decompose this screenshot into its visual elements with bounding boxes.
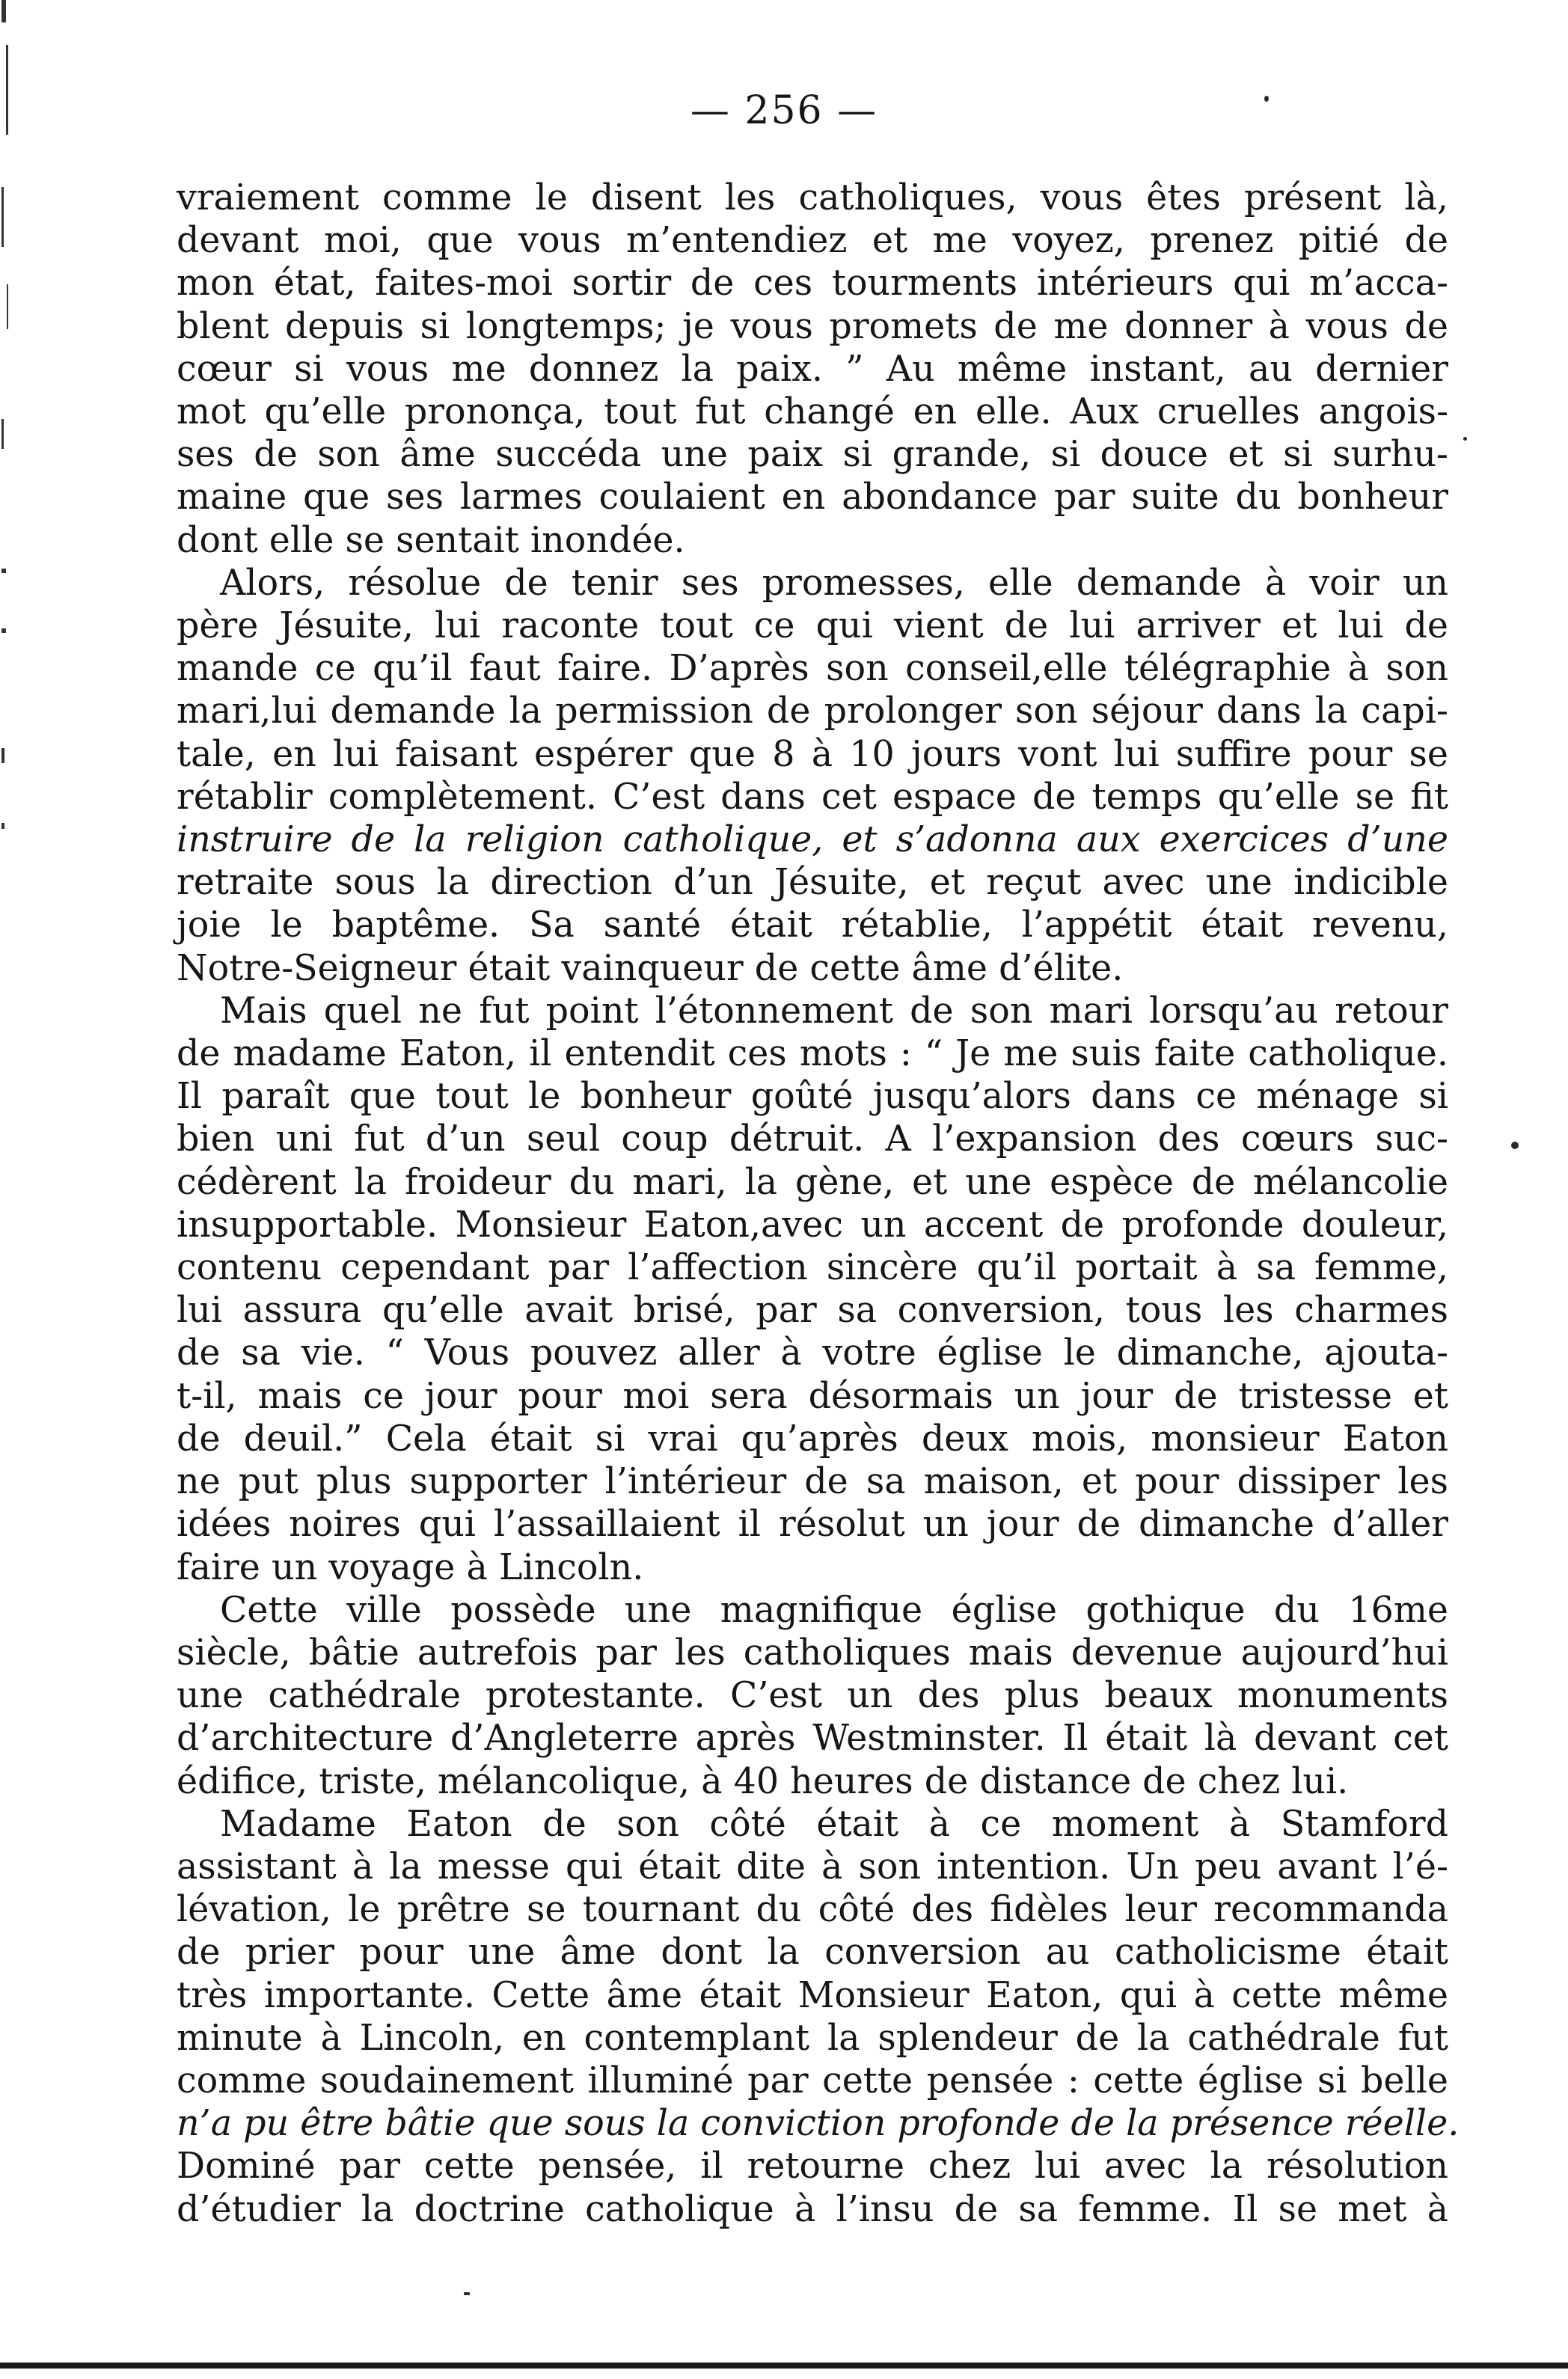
text-line: mon état, faites-moi sortir de ces tourments intérieurs qui m’acca- [177, 263, 1448, 304]
text-line: assistant à la messe qui était dite à son intention. Un peu avant l’é- [177, 1846, 1448, 1887]
text-line: père Jésuite, lui raconte tout ce qui vient de lui arriver et lui de [177, 605, 1448, 647]
text-line: Madame Eaton de son côté était à ce moment à Stamford [220, 1803, 1448, 1845]
text-line: une cathédrale protestante. C’est un des plus beaux monuments [177, 1675, 1448, 1717]
text-line: mande ce qu’il faut faire. D’après son conseil,elle télégraphie à son [177, 648, 1448, 690]
text-line: de sa vie. “ Vous pouvez aller à votre église le dimanche, ajouta- [177, 1332, 1448, 1374]
text-line: retraite sous la direction d’un Jésuite, et reçut avec une indicible [177, 862, 1448, 904]
text-line: n’a pu être bâtie que sous la conviction profonde de la présence réelle. [177, 2103, 1460, 2145]
text-line: minute à Lincoln, en contemplant la splendeur de la cathédrale fut [177, 2017, 1448, 2059]
text-line: cédèrent la froideur du mari, la gène, et une espèce de mélancolie [177, 1161, 1448, 1203]
text-line: Notre-Seigneur était vainqueur de cette âme d’élite. [177, 947, 1124, 989]
text-line: devant moi, que vous m’entendiez et me voyez, prenez pitié de [177, 220, 1448, 262]
text-line: comme soudainement illuminé par cette pensée : cette église si belle [177, 2060, 1448, 2101]
text-line: ne put plus supporter l’intérieur de sa maison, et pour dissiper les [177, 1461, 1448, 1503]
text-line: tale, en lui faisant espérer que 8 à 10 jours vont lui suffire pour se [177, 733, 1448, 775]
text-line: insupportable. Monsieur Eaton,avec un accent de profonde douleur, [177, 1204, 1448, 1246]
text-line: d’étudier la doctrine catholique à l’insu de sa femme. Il se met à [177, 2188, 1448, 2230]
text-line: très importante. Cette âme était Monsieur Eaton, qui à cette même [177, 1974, 1448, 2016]
text-line: de madame Eaton, il entendit ces mots : “ Je me suis faite catholique. [177, 1033, 1448, 1075]
text-line: idées noires qui l’assaillaient il résolut un jour de dimanche d’aller [177, 1504, 1448, 1546]
text-line: ses de son âme succéda une paix si grande, si douce et si surhu- [177, 434, 1448, 476]
text-line: édifice, triste, mélancolique, à 40 heures de distance de chez lui. [177, 1760, 1349, 1802]
text-line: bien uni fut d’un seul coup détruit. A l’expansion des cœurs suc- [177, 1118, 1448, 1160]
page-number: — 256 — [690, 88, 878, 133]
margin-speck [464, 2292, 470, 2295]
text-line: Mais quel ne fut point l’étonnement de son mari lorsqu’au retour [220, 990, 1448, 1032]
text-line: dont elle se sentait inondée. [177, 519, 685, 561]
text-line: d’architecture d’Angleterre après Westminster. Il était là devant cet [177, 1718, 1448, 1760]
text-line: de deuil.” Cela était si vrai qu’après deux mois, monsieur Eaton [177, 1418, 1448, 1460]
text-line: Il paraît que tout le bonheur goûté jusqu’alors dans ce ménage si [177, 1076, 1448, 1118]
text-line: mot qu’elle prononça, tout fut changé en elle. Aux cruelles angois- [177, 391, 1448, 433]
text-line: Alors, résolue de tenir ses promesses, elle demande à voir un [220, 562, 1448, 604]
text-line: t-il, mais ce jour pour moi sera désormais un jour de tristesse et [177, 1375, 1448, 1417]
text-line: de prier pour une âme dont la conversion au catholicisme était [177, 1932, 1448, 1974]
text-line: instruire de la religion catholique, et s’adonna aux exercices d’une [177, 819, 1448, 861]
body-text [177, 177, 1460, 2231]
text-line: Dominé par cette pensée, il retourne chez lui avec la résolution [177, 2146, 1448, 2187]
margin-speck [1463, 437, 1467, 441]
text-line: vraiement comme le disent les catholiques, vous êtes présent là, [177, 177, 1448, 218]
text-line: blent depuis si longtemps; je vous promets de me donner à vous de [177, 305, 1448, 347]
text-line: faire un voyage à Lincoln. [177, 1546, 644, 1588]
bottom-rule [0, 2363, 1568, 2369]
margin-speck [1511, 1142, 1519, 1149]
page-edge-marks [0, 0, 10, 928]
text-line: lévation, le prêtre se tournant du côté des fidèles leur recommanda [177, 1889, 1448, 1931]
text-line: mari,lui demande la permission de prolonger son séjour dans la capi- [177, 691, 1448, 732]
text-line: maine que ses larmes coulaient en abondance par suite du bonheur [177, 477, 1448, 518]
text-line: contenu cependant par l’affection sincère qu’il portait à sa femme, [177, 1247, 1448, 1289]
text-line: siècle, bâtie autrefois par les catholiques mais devenue aujourd’hui [177, 1632, 1448, 1674]
text-line: Cette ville possède une magnifique église gothique du 16me [220, 1589, 1448, 1631]
text-line: lui assura qu’elle avait brisé, par sa conversion, tous les charmes [177, 1290, 1448, 1332]
text-line: rétablir complètement. C’est dans cet espace de temps qu’elle se fit [177, 776, 1448, 818]
text-line: cœur si vous me donnez la paix. ” Au même instant, au dernier [177, 348, 1448, 390]
text-line: joie le baptême. Sa santé était rétablie, l’appétit était revenu, [177, 904, 1448, 946]
